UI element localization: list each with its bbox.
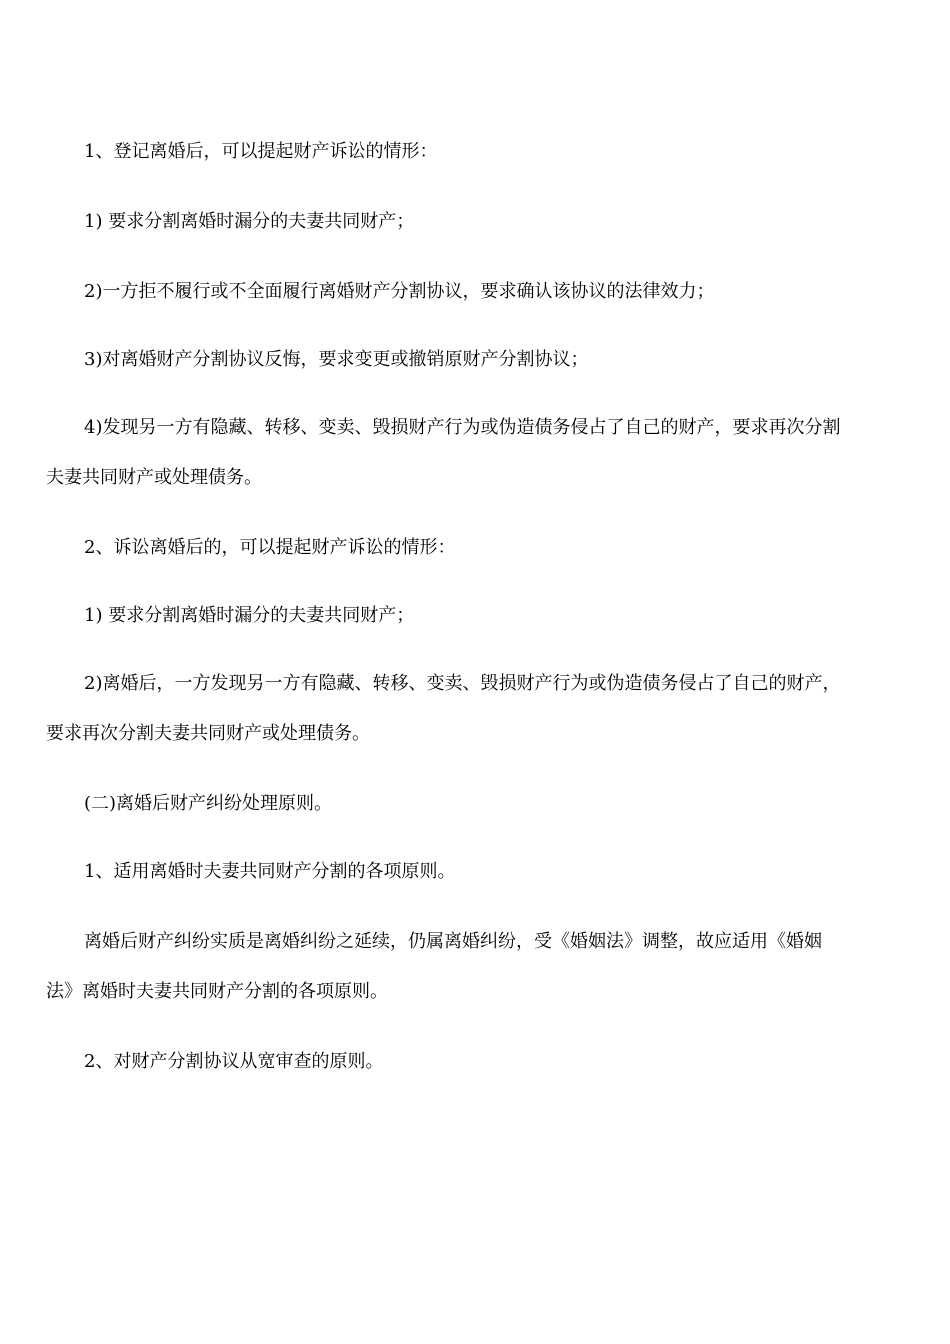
principle-heading: 1、适用离婚时夫妻共同财产分割的各项原则。 — [84, 861, 456, 882]
list-item: 2)离婚后，一方发现另一方有隐藏、转移、变卖、毁损财产行为或伪造债务侵占了自己的财产， — [84, 673, 841, 694]
list-item: 1) 要求分割离婚时漏分的夫妻共同财产； — [84, 211, 415, 232]
section-heading-litigation-divorce: 2、诉讼离婚后的，可以提起财产诉讼的情形： — [84, 537, 456, 558]
list-item: 4)发现另一方有隐藏、转移、变卖、毁损财产行为或伪造债务侵占了自己的财产，要求再次分割 — [84, 417, 841, 438]
list-item-continuation: 要求再次分割夫妻共同财产或处理债务。 — [46, 723, 370, 744]
paragraph-continuation: 法》离婚时夫妻共同财产分割的各项原则。 — [46, 981, 388, 1002]
paragraph: 离婚后财产纠纷实质是离婚纠纷之延续，仍属离婚纠纷，受《婚姻法》调整，故应适用《婚姻 — [84, 931, 822, 952]
list-item: 3)对离婚财产分割协议反悔，要求变更或撤销原财产分割协议； — [84, 349, 589, 370]
list-item-continuation: 夫妻共同财产或处理债务。 — [46, 467, 262, 488]
list-item: 2)一方拒不履行或不全面履行离婚财产分割协议，要求确认该协议的法律效力； — [84, 281, 715, 302]
section-heading-principles: (二)离婚后财产纠纷处理原则。 — [84, 793, 333, 814]
list-item: 1) 要求分割离婚时漏分的夫妻共同财产； — [84, 605, 415, 626]
principle-heading: 2、对财产分割协议从宽审查的原则。 — [84, 1051, 384, 1072]
section-heading-registered-divorce: 1、登记离婚后，可以提起财产诉讼的情形： — [84, 141, 438, 162]
